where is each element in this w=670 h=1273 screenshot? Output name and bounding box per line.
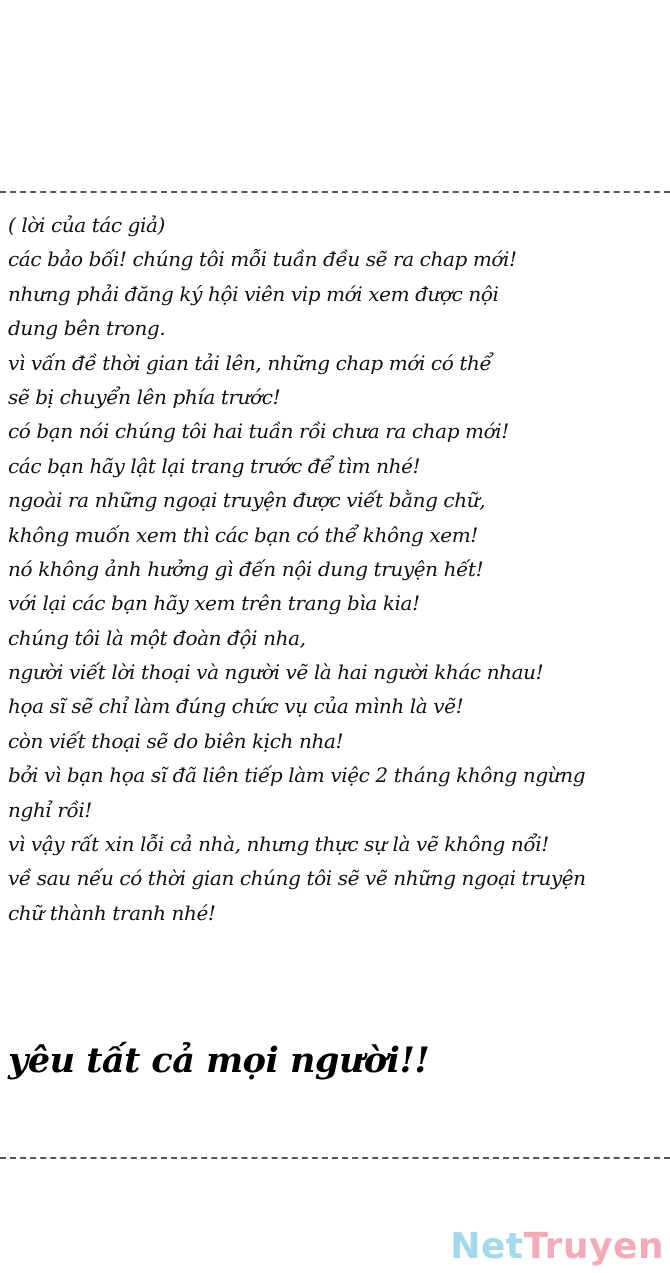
note-line: nhưng phải đăng ký hội viên vip mới xem được nội — [8, 281, 499, 306]
note-line: vì vấn đề thời gian tải lên, những chap mới có thể — [8, 350, 492, 375]
note-line: nghỉ rồi! — [8, 797, 92, 822]
note-line: với lại các bạn hãy xem trên trang bìa kia! — [8, 591, 420, 616]
closing-message: yêu tất cả mọi người!! — [8, 1040, 430, 1081]
top-dashed-divider — [0, 191, 670, 193]
note-line: ngoài ra những ngoại truyện được viết bằng chữ, — [8, 488, 486, 513]
note-line: dung bên trong. — [8, 316, 166, 341]
bottom-dashed-divider — [0, 1157, 670, 1159]
note-line: nó không ảnh hưởng gì đến nội dung truyện hết! — [8, 556, 484, 581]
note-line: các bạn hãy lật lại trang trước để tìm nhé! — [8, 453, 421, 478]
note-line: người viết lời thoại và người vẽ là hai người khác nhau! — [8, 660, 544, 685]
note-line: các bảo bối! chúng tôi mỗi tuần đều sẽ ra chap mới! — [8, 247, 517, 272]
watermark-part-b: Truyen — [523, 1226, 664, 1267]
note-line: còn viết thoại sẽ do biên kịch nha! — [8, 728, 344, 753]
note-line: họa sĩ sẽ chỉ làm đúng chức vụ của mình là vẽ! — [8, 694, 464, 719]
site-watermark-logo — [450, 1226, 664, 1267]
note-line: có bạn nói chúng tôi hai tuần rồi chưa ra chap mới! — [8, 419, 509, 444]
author-note — [8, 208, 668, 930]
note-line: về sau nếu có thời gian chúng tôi sẽ vẽ những ngoại truyện — [8, 866, 586, 891]
note-line: chúng tôi là một đoàn đội nha, — [8, 625, 306, 650]
note-line: không muốn xem thì các bạn có thể không xem! — [8, 522, 478, 547]
watermark-part-a: Net — [450, 1226, 524, 1267]
note-line: sẽ bị chuyển lên phía trước! — [8, 384, 281, 409]
note-line: vì vậy rất xin lỗi cả nhà, nhưng thực sự là vẽ không nổi! — [8, 832, 549, 857]
note-line: ( lời của tác giả) — [8, 213, 165, 237]
note-line: chữ thành tranh nhé! — [8, 900, 216, 925]
note-line: bởi vì bạn họa sĩ đã liên tiếp làm việc 2 tháng không ngừng — [8, 763, 586, 788]
